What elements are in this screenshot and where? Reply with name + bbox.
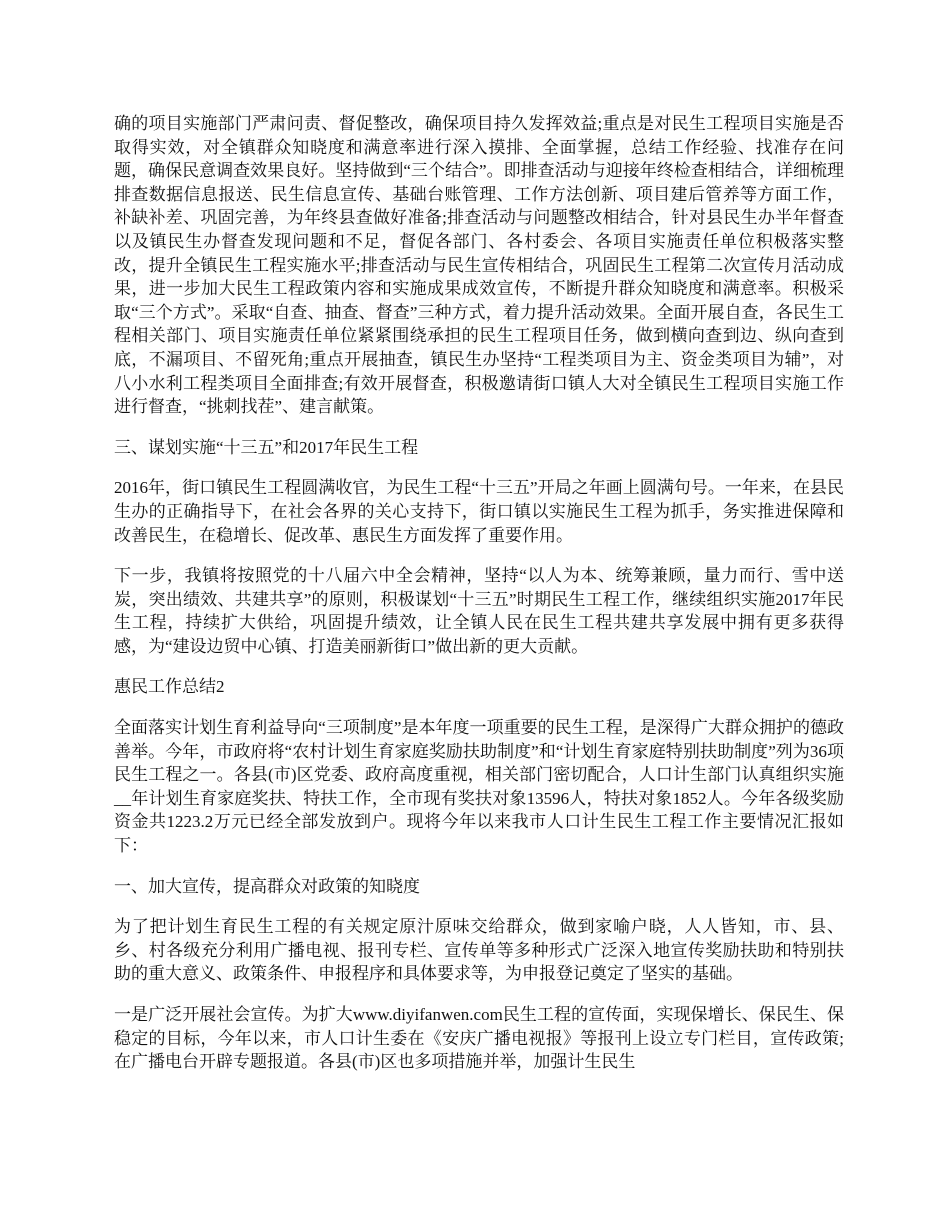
document-title-summary-2: 惠民工作总结2	[114, 677, 225, 697]
section-heading-thirteenth-five-year: 三、谋划实施“十三五”和2017年民生工程	[114, 437, 419, 457]
document-body	[114, 112, 844, 1091]
paragraph-three-systems: 全面落实计划生育利益导向“三项制度”是本年度一项重要的民生工程，是深得广大群众拥护的德政善举。今年，市政府将“农村计划生育家庭奖励扶助制度”和“计划生育家庭特别扶助制度”列为36项民生工程之一。各县(市)区党委、政府高度重视，相关部门密切配合，人口计生部门认真组织实施__年计划生育家庭奖扶、特扶工作，全市现有奖扶对象13596人，特扶对象1852人。今年各级奖励资金共1223.2万元已经全部发放到户。现将今年以来我市人口计生民生工程工作主要情况汇报如下：	[114, 718, 844, 856]
section-heading-publicity: 一、加大宣传，提高群众对政策的知晓度	[114, 876, 420, 896]
paragraph-publicity-methods: 为了把计划生育民生工程的有关规定原汁原味交给群众，做到家喻户晓，人人皆知，市、县、乡、村各级充分利用广播电视、报刊专栏、宣传单等多种形式广泛深入地宣传奖励扶助和特别扶助的重大意义、政策条件、申报程序和具体要求等，为申报登记奠定了坚实的基础。	[114, 917, 844, 984]
paragraph-2016-summary: 2016年，街口镇民生工程圆满收官，为民生工程“十三五”开局之年画上圆满句号。一年来，在县民生办的正确指导下，在社会各界的关心支持下，街口镇以实施民生工程为抓手，务实推进保障和改善民生，在稳增长、促改革、惠民生方面发挥了重要作用。	[114, 478, 844, 545]
paragraph-project-inspection: 确的项目实施部门严肃问责、督促整改，确保项目持久发挥效益;重点是对民生工程项目实施是否取得实效，对全镇群众知晓度和满意率进行深入摸排、全面掌握，总结工作经验、找准存在问题，确保民意调查效果良好。坚持做到“三个结合”。即排查活动与迎接年终检查相结合，详细梳理排查数据信息报送、民生信息宣传、基础台账管理、工作方法创新、项目建后管养等方面工作，补缺补差、巩固完善，为年终县查做好准备;排查活动与问题整改相结合，针对县民生办半年督查以及镇民生办督查发现问题和不足，督促各部门、各村委会、各项目实施责任单位积极落实整改，提升全镇民生工程实施水平;排查活动与民生宣传相结合，巩固民生工程第二次宣传月活动成果，进一步加大民生工程政策内容和实施成果成效宣传，不断提升群众知晓度和满意率。积极采取“三个方式”。采取“自查、抽查、督查”三种方式，着力提升活动效果。全面开展自查，各民生工程相关部门、项目实施责任单位紧紧围绕承担的民生工程项目任务，做到横向查到边、纵向查到底，不漏项目、不留死角;重点开展抽查，镇民生办坚持“工程类项目为主、资金类项目为辅”，对八小水利工程类项目全面排查;有效开展督查，积极邀请街口镇人大对全镇民生工程项目实施工作进行督查，“挑刺找茬”、建言献策。	[114, 114, 844, 417]
paragraph-next-steps: 下一步，我镇将按照党的十八届六中全会精神，坚持“以人为本、统筹兼顾，量力而行、雪中送炭，突出绩效、共建共享”的原则，积极谋划“十三五”时期民生工程工作，继续组织实施2017年民生工程，持续扩大供给，巩固提升绩效，让全镇人民在民生工程共建共享发展中拥有更多获得感，为“建设边贸中心镇、打造美丽新街口”做出新的更大贡献。	[114, 566, 844, 656]
paragraph-social-publicity: 一是广泛开展社会宣传。为扩大www.diyifanwen.com民生工程的宣传面，实现保增长、保民生、保稳定的目标，今年以来，市人口计生委在《安庆广播电视报》等报刊上设立专门栏目，宣传政策;在广播电台开辟专题报道。各县(市)区也多项措施并举，加强计生民生	[114, 1005, 844, 1072]
